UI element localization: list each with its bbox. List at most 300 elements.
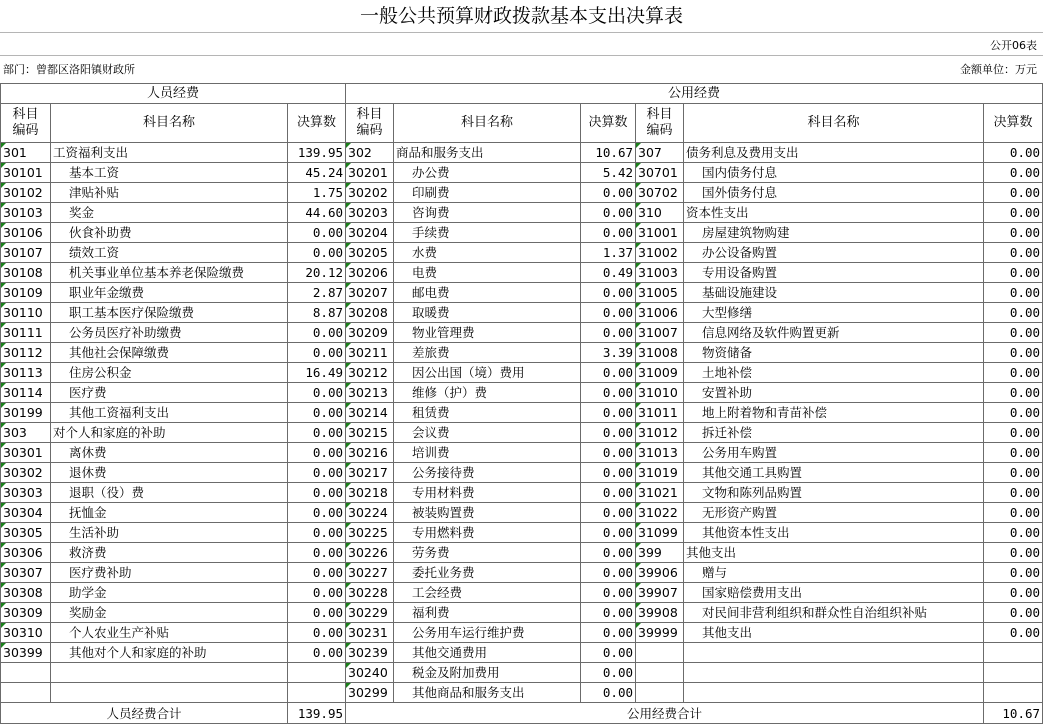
subject-code — [1, 683, 51, 703]
subject-name: 国家赔偿费用支出 — [684, 583, 984, 603]
amount-value: 10.67 — [581, 143, 636, 163]
form-id-label: 公开06表 — [990, 39, 1037, 52]
subject-code: 30225 — [346, 523, 394, 543]
subject-name: 咨询费 — [394, 203, 581, 223]
subject-name — [684, 663, 984, 683]
subject-code: 30305 — [1, 523, 51, 543]
amount-value: 0.00 — [984, 143, 1043, 163]
amount-value — [984, 663, 1043, 683]
amount-value: 0.00 — [581, 363, 636, 383]
amount-value: 0.49 — [581, 263, 636, 283]
subject-code: 30110 — [1, 303, 51, 323]
subject-name: 印刷费 — [394, 183, 581, 203]
amount-value: 0.00 — [984, 163, 1043, 183]
amount-value: 0.00 — [581, 623, 636, 643]
amount-value: 2.87 — [288, 283, 346, 303]
subject-name: 奖金 — [51, 203, 288, 223]
subject-name: 地上附着物和青苗补偿 — [684, 403, 984, 423]
code-column-header: 科目 编码 — [636, 104, 684, 143]
amount-value: 0.00 — [288, 643, 346, 663]
table-row — [1, 143, 1043, 163]
subject-name: 津贴补贴 — [51, 183, 288, 203]
subject-code: 30212 — [346, 363, 394, 383]
table-row — [1, 323, 1043, 343]
amount-value: 0.00 — [984, 583, 1043, 603]
subject-code: 31002 — [636, 243, 684, 263]
subject-code: 30304 — [1, 503, 51, 523]
subject-code: 30106 — [1, 223, 51, 243]
amount-value: 0.00 — [288, 403, 346, 423]
table-row — [1, 523, 1043, 543]
subject-name: 其他对个人和家庭的补助 — [51, 643, 288, 663]
subject-name: 劳务费 — [394, 543, 581, 563]
amount-value: 44.60 — [288, 203, 346, 223]
subject-name: 基本工资 — [51, 163, 288, 183]
subject-name: 会议费 — [394, 423, 581, 443]
table-row — [1, 623, 1043, 643]
subject-code: 30213 — [346, 383, 394, 403]
subject-code — [636, 663, 684, 683]
amount-value: 0.00 — [984, 563, 1043, 583]
amount-value: 0.00 — [581, 483, 636, 503]
department-label: 部门：曾都区洛阳镇财政所 — [3, 63, 135, 76]
amount-value: 20.12 — [288, 263, 346, 283]
expenditure-table — [0, 83, 1043, 724]
subject-code: 30226 — [346, 543, 394, 563]
subject-code: 30702 — [636, 183, 684, 203]
subject-code: 30202 — [346, 183, 394, 203]
table-row — [1, 303, 1043, 323]
code-column-header: 科目 编码 — [346, 104, 394, 143]
subject-name: 电费 — [394, 263, 581, 283]
subject-name: 其他交通工具购置 — [684, 463, 984, 483]
personnel-total-value: 139.95 — [288, 703, 346, 724]
amount-value: 0.00 — [581, 643, 636, 663]
subject-name: 房屋建筑物购建 — [684, 223, 984, 243]
amount-value: 0.00 — [581, 303, 636, 323]
subject-code: 30224 — [346, 503, 394, 523]
subject-code: 302 — [346, 143, 394, 163]
subject-name: 对个人和家庭的补助 — [51, 423, 288, 443]
subject-name: 住房公积金 — [51, 363, 288, 383]
subject-code: 30218 — [346, 483, 394, 503]
amount-value: 0.00 — [984, 343, 1043, 363]
subject-name: 奖励金 — [51, 603, 288, 623]
subject-name: 商品和服务支出 — [394, 143, 581, 163]
amount-value — [984, 643, 1043, 663]
subject-name: 文物和陈列品购置 — [684, 483, 984, 503]
subject-name — [684, 643, 984, 663]
subject-code: 30101 — [1, 163, 51, 183]
amount-value: 3.39 — [581, 343, 636, 363]
subject-code: 30240 — [346, 663, 394, 683]
subject-name: 专用材料费 — [394, 483, 581, 503]
amount-value: 0.00 — [984, 603, 1043, 623]
subject-code: 30701 — [636, 163, 684, 183]
subject-code: 30211 — [346, 343, 394, 363]
subject-name — [684, 683, 984, 703]
amount-value: 0.00 — [984, 283, 1043, 303]
subject-code: 399 — [636, 543, 684, 563]
table-row — [1, 183, 1043, 203]
subject-code: 39999 — [636, 623, 684, 643]
amount-value: 0.00 — [581, 603, 636, 623]
subject-code: 31013 — [636, 443, 684, 463]
amount-value: 0.00 — [581, 223, 636, 243]
subject-code: 30207 — [346, 283, 394, 303]
table-row — [1, 443, 1043, 463]
subject-name: 委托业务费 — [394, 563, 581, 583]
subject-name: 维修（护）费 — [394, 383, 581, 403]
amount-value: 0.00 — [581, 283, 636, 303]
amount-value: 16.49 — [288, 363, 346, 383]
amount-value: 0.00 — [984, 203, 1043, 223]
amount-value: 0.00 — [581, 423, 636, 443]
amount-value: 0.00 — [288, 563, 346, 583]
subject-name: 职工基本医疗保险缴费 — [51, 303, 288, 323]
divider — [0, 55, 1043, 56]
public-total-value: 10.67 — [984, 703, 1043, 724]
table-row — [1, 343, 1043, 363]
table-row — [1, 423, 1043, 443]
subject-name: 其他社会保障缴费 — [51, 343, 288, 363]
amount-value: 0.00 — [984, 363, 1043, 383]
subject-name: 物资储备 — [684, 343, 984, 363]
amount-value: 0.00 — [288, 603, 346, 623]
subject-code: 30199 — [1, 403, 51, 423]
subject-name: 办公费 — [394, 163, 581, 183]
subject-code: 30301 — [1, 443, 51, 463]
subject-code: 30308 — [1, 583, 51, 603]
subject-code: 303 — [1, 423, 51, 443]
amount-value — [984, 683, 1043, 703]
subject-name: 机关事业单位基本养老保险缴费 — [51, 263, 288, 283]
subject-name: 拆迁补偿 — [684, 423, 984, 443]
amount-value: 0.00 — [581, 503, 636, 523]
subject-name: 伙食补助费 — [51, 223, 288, 243]
subject-code: 31099 — [636, 523, 684, 543]
subject-code: 31008 — [636, 343, 684, 363]
amount-value: 0.00 — [581, 323, 636, 343]
subject-code: 31005 — [636, 283, 684, 303]
subject-name: 国内债务付息 — [684, 163, 984, 183]
table-row — [1, 283, 1043, 303]
table-row — [1, 483, 1043, 503]
amount-value: 0.00 — [581, 183, 636, 203]
amount-value: 0.00 — [288, 223, 346, 243]
subject-name: 其他交通费用 — [394, 643, 581, 663]
subject-code: 31009 — [636, 363, 684, 383]
subject-name: 工资福利支出 — [51, 143, 288, 163]
amount-value: 0.00 — [581, 403, 636, 423]
subject-name: 培训费 — [394, 443, 581, 463]
unit-label: 金额单位：万元 — [960, 63, 1037, 76]
subject-code: 30113 — [1, 363, 51, 383]
amount-value: 0.00 — [581, 383, 636, 403]
subject-name: 公务用车运行维护费 — [394, 623, 581, 643]
subject-code: 30399 — [1, 643, 51, 663]
table-row — [1, 683, 1043, 703]
subject-code: 30201 — [346, 163, 394, 183]
amount-value: 0.00 — [984, 183, 1043, 203]
subject-name: 其他资本性支出 — [684, 523, 984, 543]
table-row — [1, 363, 1043, 383]
subject-code: 39906 — [636, 563, 684, 583]
subject-code: 301 — [1, 143, 51, 163]
amount-value: 5.42 — [581, 163, 636, 183]
subject-code: 31006 — [636, 303, 684, 323]
subject-code: 30307 — [1, 563, 51, 583]
amount-value: 0.00 — [288, 623, 346, 643]
subject-name: 债务利息及费用支出 — [684, 143, 984, 163]
code-column-header: 科目 编码 — [1, 104, 51, 143]
subject-name: 公务用车购置 — [684, 443, 984, 463]
subject-name: 差旅费 — [394, 343, 581, 363]
subject-code: 30111 — [1, 323, 51, 343]
subject-name: 手续费 — [394, 223, 581, 243]
table-row — [1, 203, 1043, 223]
table-row — [1, 383, 1043, 403]
amount-value: 0.00 — [984, 403, 1043, 423]
amount-value: 0.00 — [288, 323, 346, 343]
amount-value: 0.00 — [581, 203, 636, 223]
subject-code: 30102 — [1, 183, 51, 203]
subject-code: 30109 — [1, 283, 51, 303]
table-row — [1, 663, 1043, 683]
amount-value: 0.00 — [288, 463, 346, 483]
subject-code: 30299 — [346, 683, 394, 703]
subject-name: 被装购置费 — [394, 503, 581, 523]
subject-name: 国外债务付息 — [684, 183, 984, 203]
amount-value: 0.00 — [984, 383, 1043, 403]
subject-name: 邮电费 — [394, 283, 581, 303]
amount-value: 0.00 — [288, 343, 346, 363]
subject-code: 30231 — [346, 623, 394, 643]
amount-value: 45.24 — [288, 163, 346, 183]
subject-name: 个人农业生产补贴 — [51, 623, 288, 643]
amount-column-header: 决算数 — [581, 104, 636, 143]
subject-code: 31019 — [636, 463, 684, 483]
amount-value: 0.00 — [288, 503, 346, 523]
subject-name: 基础设施建设 — [684, 283, 984, 303]
subject-code: 30205 — [346, 243, 394, 263]
amount-value: 0.00 — [581, 443, 636, 463]
subject-code: 31001 — [636, 223, 684, 243]
subject-code: 30208 — [346, 303, 394, 323]
amount-value: 0.00 — [984, 623, 1043, 643]
amount-value: 0.00 — [581, 663, 636, 683]
subject-name: 救济费 — [51, 543, 288, 563]
subject-name: 安置补助 — [684, 383, 984, 403]
subject-code: 310 — [636, 203, 684, 223]
subject-code: 30103 — [1, 203, 51, 223]
subject-code: 307 — [636, 143, 684, 163]
subject-code: 30306 — [1, 543, 51, 563]
amount-value — [288, 683, 346, 703]
subject-code: 31012 — [636, 423, 684, 443]
amount-value: 0.00 — [984, 443, 1043, 463]
subject-code: 30309 — [1, 603, 51, 623]
amount-value: 1.75 — [288, 183, 346, 203]
subject-code: 30114 — [1, 383, 51, 403]
amount-value: 0.00 — [984, 523, 1043, 543]
table-row — [1, 543, 1043, 563]
personnel-header: 人员经费 — [1, 84, 346, 104]
subject-name: 助学金 — [51, 583, 288, 603]
subject-code: 30214 — [346, 403, 394, 423]
subject-name: 工会经费 — [394, 583, 581, 603]
subject-code: 31011 — [636, 403, 684, 423]
subject-name: 绩效工资 — [51, 243, 288, 263]
subject-name: 无形资产购置 — [684, 503, 984, 523]
amount-value: 0.00 — [984, 243, 1043, 263]
subject-code: 30215 — [346, 423, 394, 443]
amount-value: 0.00 — [288, 423, 346, 443]
subject-name: 物业管理费 — [394, 323, 581, 343]
personnel-total-label: 人员经费合计 — [1, 703, 288, 724]
subject-name: 水费 — [394, 243, 581, 263]
subject-code: 31022 — [636, 503, 684, 523]
table-row — [1, 563, 1043, 583]
amount-value: 0.00 — [984, 503, 1043, 523]
subject-code: 30239 — [346, 643, 394, 663]
amount-value: 0.00 — [581, 523, 636, 543]
amount-value: 0.00 — [984, 303, 1043, 323]
totals-row — [1, 703, 1043, 724]
subject-code: 30203 — [346, 203, 394, 223]
subject-name: 取暖费 — [394, 303, 581, 323]
subject-code: 30302 — [1, 463, 51, 483]
subject-name: 其他支出 — [684, 623, 984, 643]
amount-value: 0.00 — [984, 463, 1043, 483]
table-row — [1, 243, 1043, 263]
subject-code: 30227 — [346, 563, 394, 583]
name-column-header: 科目名称 — [51, 104, 288, 143]
subject-name: 抚恤金 — [51, 503, 288, 523]
subject-code: 30303 — [1, 483, 51, 503]
amount-value: 0.00 — [984, 483, 1043, 503]
table-row — [1, 463, 1043, 483]
subject-name: 公务员医疗补助缴费 — [51, 323, 288, 343]
subject-code: 30108 — [1, 263, 51, 283]
public-header: 公用经费 — [346, 84, 1043, 104]
amount-value: 0.00 — [288, 543, 346, 563]
table-row — [1, 223, 1043, 243]
subject-code: 30310 — [1, 623, 51, 643]
amount-value: 0.00 — [581, 583, 636, 603]
subject-name: 办公设备购置 — [684, 243, 984, 263]
amount-value: 0.00 — [581, 543, 636, 563]
amount-value: 0.00 — [984, 423, 1043, 443]
subject-name: 土地补偿 — [684, 363, 984, 383]
subject-name: 大型修缮 — [684, 303, 984, 323]
subject-name: 专用设备购置 — [684, 263, 984, 283]
amount-value: 0.00 — [581, 683, 636, 703]
subject-name: 其他商品和服务支出 — [394, 683, 581, 703]
subject-code: 30204 — [346, 223, 394, 243]
subject-code: 30217 — [346, 463, 394, 483]
subject-code — [636, 643, 684, 663]
subject-name: 赠与 — [684, 563, 984, 583]
subject-name — [51, 683, 288, 703]
subject-code: 31010 — [636, 383, 684, 403]
subject-code — [1, 663, 51, 683]
amount-value: 0.00 — [288, 383, 346, 403]
subject-code: 30209 — [346, 323, 394, 343]
amount-value: 0.00 — [288, 243, 346, 263]
subject-name: 税金及附加费用 — [394, 663, 581, 683]
subject-name: 退职（役）费 — [51, 483, 288, 503]
name-column-header: 科目名称 — [394, 104, 581, 143]
amount-value: 0.00 — [581, 463, 636, 483]
subject-name: 福利费 — [394, 603, 581, 623]
subject-name: 其他工资福利支出 — [51, 403, 288, 423]
subject-code: 30112 — [1, 343, 51, 363]
subject-name: 离休费 — [51, 443, 288, 463]
public-total-label: 公用经费合计 — [346, 703, 984, 724]
subject-code: 30216 — [346, 443, 394, 463]
subject-name: 医疗费 — [51, 383, 288, 403]
amount-value: 0.00 — [984, 543, 1043, 563]
subject-code: 31021 — [636, 483, 684, 503]
subject-name: 专用燃料费 — [394, 523, 581, 543]
table-row — [1, 403, 1043, 423]
table-row — [1, 583, 1043, 603]
amount-column-header: 决算数 — [984, 104, 1043, 143]
table-row — [1, 643, 1043, 663]
subject-name: 信息网络及软件购置更新 — [684, 323, 984, 343]
subject-code — [636, 683, 684, 703]
subject-code: 30229 — [346, 603, 394, 623]
subject-name: 公务接待费 — [394, 463, 581, 483]
subject-code: 31007 — [636, 323, 684, 343]
table-row — [1, 163, 1043, 183]
name-column-header: 科目名称 — [684, 104, 984, 143]
subject-name: 生活补助 — [51, 523, 288, 543]
subject-name: 对民间非营利组织和群众性自治组织补贴 — [684, 603, 984, 623]
amount-column-header: 决算数 — [288, 104, 346, 143]
report-title: 一般公共预算财政拨款基本支出决算表 — [0, 0, 1043, 33]
amount-value: 0.00 — [288, 523, 346, 543]
amount-value: 0.00 — [984, 323, 1043, 343]
subject-name: 租赁费 — [394, 403, 581, 423]
subject-code: 30228 — [346, 583, 394, 603]
amount-value: 0.00 — [984, 263, 1043, 283]
amount-value: 8.87 — [288, 303, 346, 323]
amount-value: 139.95 — [288, 143, 346, 163]
subject-code: 39908 — [636, 603, 684, 623]
amount-value: 0.00 — [288, 583, 346, 603]
subject-code: 30206 — [346, 263, 394, 283]
amount-value: 0.00 — [581, 563, 636, 583]
subject-name: 其他支出 — [684, 543, 984, 563]
table-row — [1, 263, 1043, 283]
subject-name: 职业年金缴费 — [51, 283, 288, 303]
amount-value: 0.00 — [288, 443, 346, 463]
subject-name: 因公出国（境）费用 — [394, 363, 581, 383]
table-row — [1, 603, 1043, 623]
amount-value: 0.00 — [984, 223, 1043, 243]
amount-value: 0.00 — [288, 483, 346, 503]
table-row — [1, 503, 1043, 523]
subject-code: 31003 — [636, 263, 684, 283]
amount-value — [288, 663, 346, 683]
subject-name — [51, 663, 288, 683]
subject-name: 医疗费补助 — [51, 563, 288, 583]
subject-name: 退休费 — [51, 463, 288, 483]
subject-code: 39907 — [636, 583, 684, 603]
subject-name: 资本性支出 — [684, 203, 984, 223]
